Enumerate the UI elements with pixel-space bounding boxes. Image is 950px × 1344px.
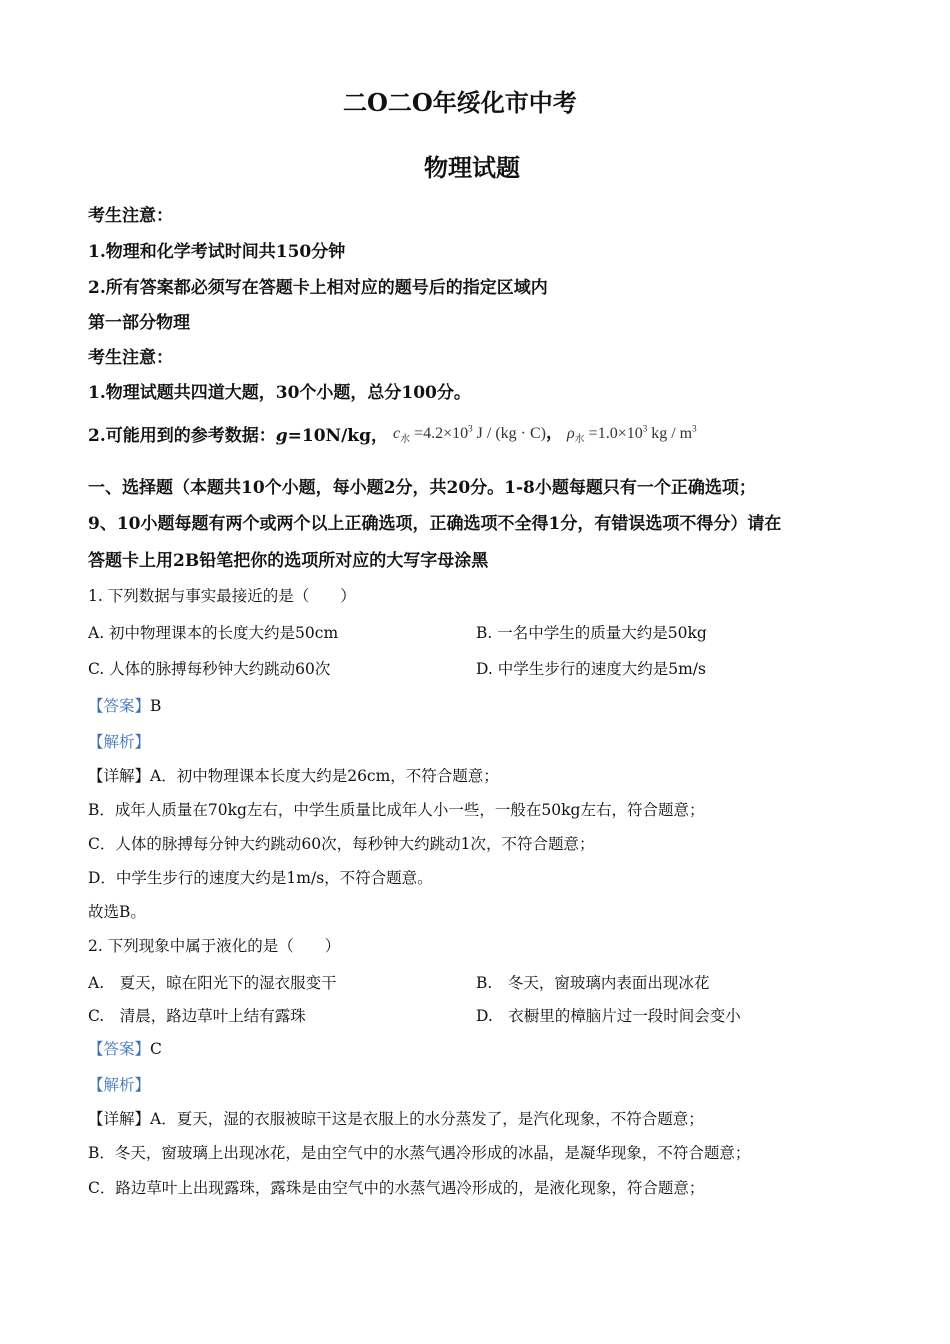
- explanation-line: B．成年人质量在70kg左右，中学生质量比成年人小一些，一般在50kg左右，符合题意；: [88, 801, 705, 819]
- option-c: C. 清晨，路边草叶上结有露珠: [88, 1007, 306, 1025]
- reference-formula: [393, 424, 697, 445]
- rho-unit: kg / m: [651, 425, 693, 442]
- answer-label: 【答案】: [88, 697, 151, 715]
- option-a: A. 初中物理课本的长度大约是50cm: [88, 624, 339, 642]
- g-value: =10N/kg，: [287, 426, 388, 446]
- c-exponent: 3: [468, 423, 473, 434]
- option-d: D. 中学生步行的速度大约是5m/s: [476, 660, 706, 678]
- notice-heading: 考生注意：: [88, 206, 173, 226]
- notice-item: 1.物理和化学考试时间共150分钟: [88, 242, 346, 262]
- c-unit: J / (kg · C): [476, 425, 546, 442]
- explanation-line: C．人体的脉搏每分钟大约跳动60次，每秒钟大约跳动1次，不符合题意；: [88, 835, 595, 853]
- option-a: A. 夏天，晾在阳光下的湿衣服变干: [88, 974, 337, 992]
- notice-item: 1.物理试题共四道大题，30个小题，总分100分。: [88, 383, 471, 403]
- answer-line: [88, 699, 161, 715]
- page-title: 二O二O年绥化市中考: [343, 88, 577, 117]
- rho-subscript: 水: [574, 434, 585, 446]
- explanation-conclusion: 故选B。: [88, 903, 146, 921]
- explanation-line: C．路边草叶上出现露珠，露珠是由空气中的水蒸气遇冷形成的，是液化现象，符合题意；: [88, 1179, 705, 1197]
- detail-label: 【详解】: [88, 1110, 151, 1128]
- question-stem: 2. 下列现象中属于液化的是（ ）: [88, 937, 341, 955]
- question-stem: 1. 下列数据与事实最接近的是（ ）: [88, 587, 356, 605]
- notice-heading: 考生注意：: [88, 348, 173, 368]
- explanation-line: [88, 1112, 704, 1128]
- explanation-line: [88, 769, 499, 785]
- explanation-line: D．中学生步行的速度大约是1m/s，不符合题意。: [88, 869, 433, 887]
- section-instructions: 一、选择题（本题共10个小题，每小题2分，共20分。1-8小题每题只有一个正确选项；: [88, 478, 756, 498]
- g-symbol: g: [275, 426, 288, 446]
- section-instructions: 9、10小题每题有两个或两个以上正确选项，正确选项不全得1分，有错误选项不得分）请在: [88, 514, 782, 534]
- c-symbol: c: [393, 425, 401, 442]
- option-b: B. 一名中学生的质量大约是50kg: [476, 624, 707, 642]
- option-b: B. 冬天，窗玻璃内表面出现冰花: [476, 974, 710, 992]
- reference-data-line: [88, 428, 388, 445]
- part-title: 第一部分物理: [88, 313, 190, 333]
- c-subscript: 水: [400, 434, 411, 446]
- formula-separator: ，: [545, 423, 563, 442]
- answer-line: [88, 1042, 162, 1058]
- answer-value: C: [150, 1040, 162, 1058]
- analysis-label: 【解析】: [88, 733, 151, 751]
- analysis-label: 【解析】: [88, 1076, 151, 1094]
- rho-value: =1.0×10: [588, 425, 643, 442]
- detail-label: 【详解】: [88, 767, 151, 785]
- explanation-text: A．初中物理课本长度大约是26cm，不符合题意；: [150, 767, 499, 785]
- explanation-text: A．夏天，湿的衣服被晾干这是衣服上的水分蒸发了，是汽化现象，不符合题意；: [150, 1110, 704, 1128]
- rho-symbol: ρ: [566, 425, 575, 442]
- section-instructions: 答题卡上用2B铅笔把你的选项所对应的大写字母涂黑: [88, 551, 489, 571]
- option-c: C. 人体的脉搏每秒钟大约跳动60次: [88, 660, 331, 678]
- notice-item: 2.所有答案都必须写在答题卡上相对应的题号后的指定区域内: [88, 278, 548, 298]
- explanation-line: B．冬天，窗玻璃上出现冰花，是由空气中的水蒸气遇冷形成的冰晶，是凝华现象，不符合题意；: [88, 1144, 751, 1162]
- rho-unit-exponent: 3: [692, 423, 697, 434]
- reference-data-label: 2.可能用到的参考数据：: [88, 426, 276, 446]
- answer-value: B: [150, 697, 162, 715]
- c-value: =4.2×10: [414, 425, 469, 442]
- rho-exponent: 3: [642, 423, 648, 434]
- option-d: D. 衣橱里的樟脑片过一段时间会变小: [476, 1007, 741, 1025]
- page-subtitle: 物理试题: [424, 153, 520, 182]
- answer-label: 【答案】: [88, 1040, 151, 1058]
